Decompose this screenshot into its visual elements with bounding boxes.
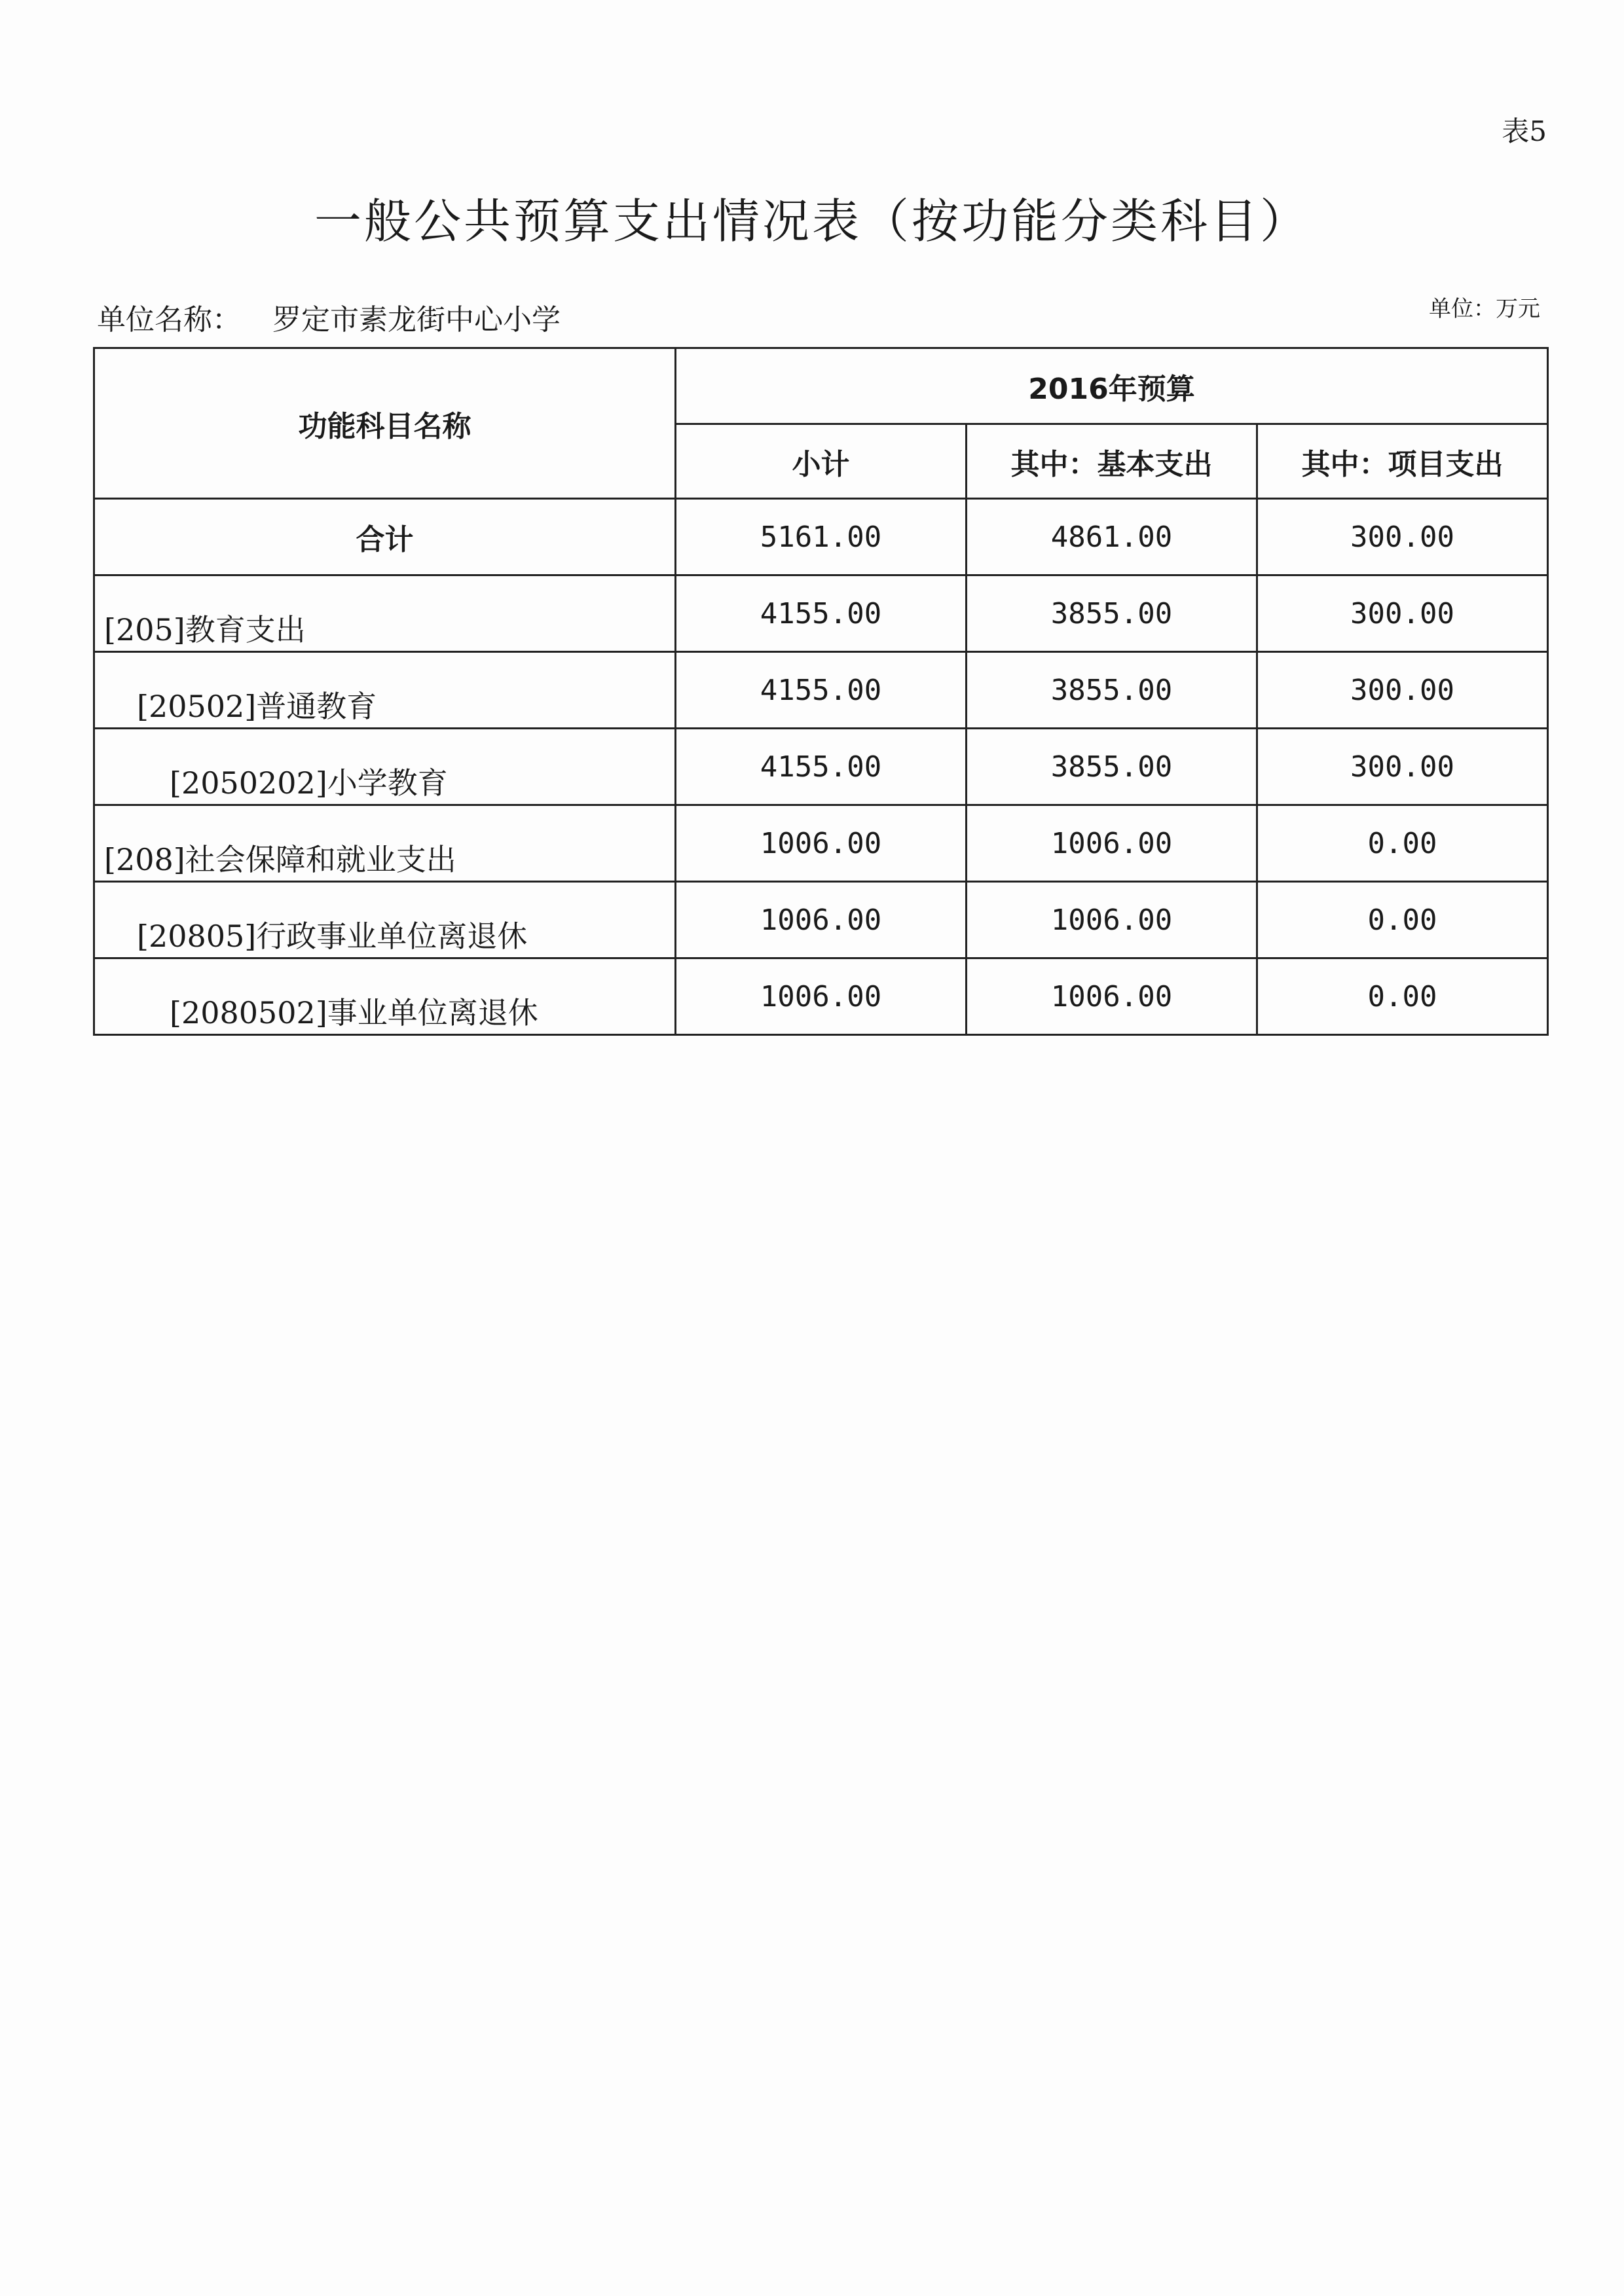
header-project-expense: 其中：项目支出 bbox=[1257, 424, 1548, 499]
row-basic: 3855.00 bbox=[967, 652, 1257, 729]
row-subtotal: 4155.00 bbox=[676, 575, 967, 652]
unit-measure: 单位：万元 bbox=[1429, 296, 1540, 322]
header-basic-expense: 其中：基本支出 bbox=[967, 424, 1257, 499]
row-name: [205]教育支出 bbox=[94, 575, 676, 652]
row-subtotal: 1006.00 bbox=[676, 958, 967, 1035]
row-project: 0.00 bbox=[1257, 882, 1548, 958]
row-basic: 3855.00 bbox=[967, 729, 1257, 805]
row-name: [2050202]小学教育 bbox=[94, 729, 676, 805]
unit-name-value: 罗定市素龙街中心小学 bbox=[272, 303, 561, 337]
row-name: [208]社会保障和就业支出 bbox=[94, 805, 676, 882]
header-function-name: 功能科目名称 bbox=[94, 348, 676, 499]
row-project: 300.00 bbox=[1257, 575, 1548, 652]
row-basic: 3855.00 bbox=[967, 575, 1257, 652]
row-name: [20502]普通教育 bbox=[94, 652, 676, 729]
row-subtotal: 4155.00 bbox=[676, 729, 967, 805]
table-row bbox=[94, 729, 1548, 805]
table-number: 表5 bbox=[1502, 115, 1547, 147]
table-row-total bbox=[94, 499, 1548, 575]
row-basic: 4861.00 bbox=[967, 499, 1257, 575]
row-basic: 1006.00 bbox=[967, 805, 1257, 882]
row-name: [2080502]事业单位离退休 bbox=[94, 958, 676, 1035]
row-project: 0.00 bbox=[1257, 805, 1548, 882]
row-name: 合计 bbox=[94, 499, 676, 575]
row-name: [20805]行政事业单位离退休 bbox=[94, 882, 676, 958]
row-subtotal: 1006.00 bbox=[676, 882, 967, 958]
row-project: 300.00 bbox=[1257, 652, 1548, 729]
table-row bbox=[94, 882, 1548, 958]
row-basic: 1006.00 bbox=[967, 882, 1257, 958]
row-project: 300.00 bbox=[1257, 499, 1548, 575]
table-row bbox=[94, 805, 1548, 882]
row-subtotal: 5161.00 bbox=[676, 499, 967, 575]
header-subtotal: 小计 bbox=[676, 424, 967, 499]
unit-name-line bbox=[97, 296, 561, 338]
document-title: 一般公共预算支出情况表（按功能分类科目） bbox=[314, 194, 1310, 249]
table-row bbox=[94, 652, 1548, 729]
header-budget-year: 2016年预算 bbox=[676, 348, 1548, 424]
row-project: 300.00 bbox=[1257, 729, 1548, 805]
table-row bbox=[94, 575, 1548, 652]
row-subtotal: 1006.00 bbox=[676, 805, 967, 882]
row-basic: 1006.00 bbox=[967, 958, 1257, 1035]
row-subtotal: 4155.00 bbox=[676, 652, 967, 729]
table-row bbox=[94, 958, 1548, 1035]
unit-name-label: 单位名称： bbox=[97, 303, 241, 337]
row-project: 0.00 bbox=[1257, 958, 1548, 1035]
budget-table bbox=[93, 347, 1549, 1036]
